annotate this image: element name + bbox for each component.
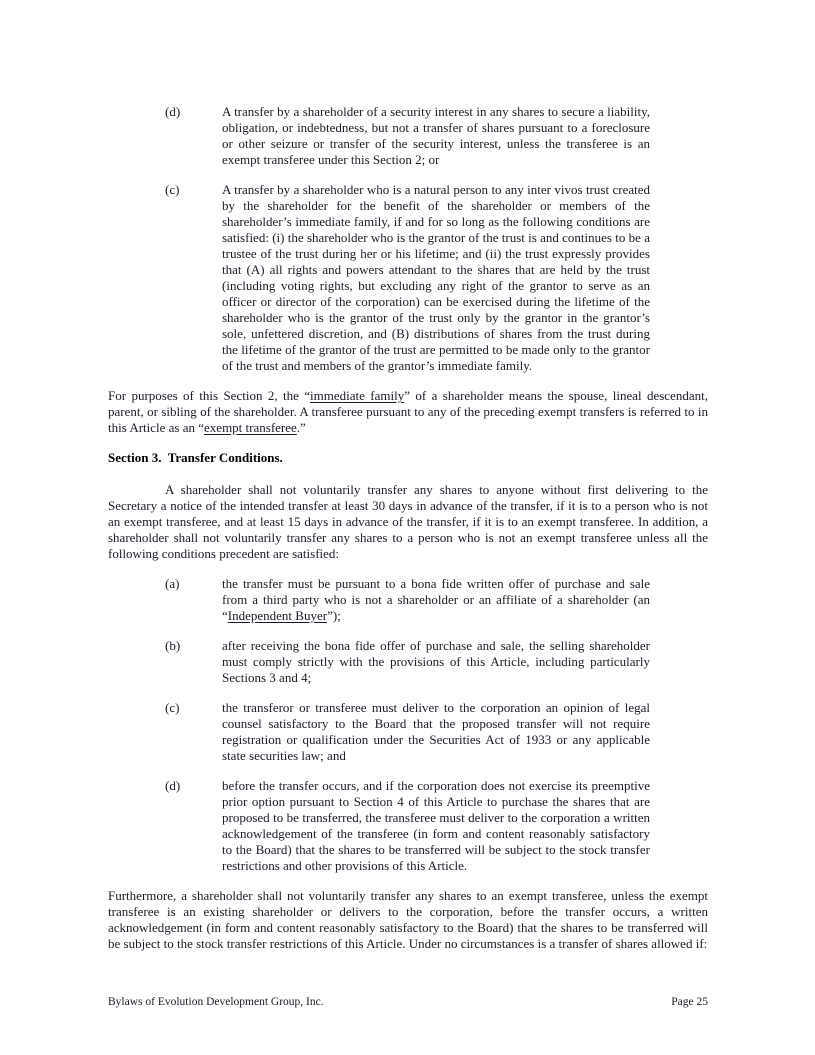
page-footer (108, 995, 708, 1009)
list-marker: (b) (165, 638, 181, 653)
condition-item-b (108, 638, 708, 686)
paragraph-text: For purposes of this Section 2, the “ (108, 388, 311, 403)
list-item-text: A transfer by a shareholder of a security interest in any shares to secure a liability, obligation, or indebtedness, but not a transfer of shares pursuant to a foreclosure or other seizure or transfer of the security interest, unless the transferee is an exempt transferee under this Section 2; or (222, 104, 650, 167)
list-marker: (c) (165, 182, 180, 197)
furthermore-paragraph: Furthermore, a shareholder shall not voluntarily transfer any shares to an exempt transferee, unless the exempt transferee is an existing shareholder or delivers to the corporation, before the transfer occurs, a written acknowledgement (in form and content reasonably satisfactory to the Board) that the shares to be transferred will be subject to the stock transfer restrictions of this Article. Under no circumstances is a transfer of shares allowed if: (108, 888, 708, 951)
list-item-text: ”); (327, 608, 341, 623)
condition-item-a (108, 576, 708, 624)
defined-term-independent-buyer: Independent Buyer (227, 608, 328, 623)
list-item-text: the transferor or transferee must deliver to the corporation an opinion of legal counsel satisfactory to the Board that the proposed transfer will not require registration or qualification under the Securities Act of 1933 or any applicable state securities law; and (222, 700, 650, 763)
footer-document-title: Bylaws of Evolution Development Group, Inc. (108, 996, 324, 1008)
list-item-text: after receiving the bona fide offer of purchase and sale, the selling shareholder must comply strictly with the provisions of this Article, including particularly Sections 3 and 4; (222, 638, 650, 685)
list-marker: (c) (165, 700, 180, 715)
condition-item-c (108, 700, 708, 764)
exempt-transfer-item-d (108, 104, 708, 168)
paragraph-text: ” of a shareholder means the spouse, lineal descendant, parent, or sibling of the shareholder. A transferee pursuant to any of the preceding exempt transfers is referred to in this Article as an “ (108, 388, 708, 435)
list-marker: (d) (165, 104, 181, 119)
list-item-text: A transfer by a shareholder who is a natural person to any inter vivos trust created by the shareholder for the benefit of the shareholder or members of the shareholder’s immediate family, if and for so long as the following conditions are satisfied: (i) the shareholder who is the grantor of the trust is and continues to be a trustee of the trust during her or his lifetime; and (ii) the trust expressly provides that (A) all rights and powers attendant to the shares that are held by the trust (including voting rights, but excluding any right of the grantor to serve as an officer or director of the corporation) can be exercised during the lifetime of the shareholder who is the grantor of the trust only by the grantor in the grantor’s sole, unfettered discretion, and (B) distributions of shares from the trust during the lifetime of the grantor of the trust are permitted to be made only to the grantor of the trust and members of the grantor’s immediate family. (222, 182, 650, 373)
defined-term-immediate-family: immediate family (310, 388, 405, 403)
list-marker: (d) (165, 778, 181, 793)
list-item-text: the transfer must be pursuant to a bona fide written offer of purchase and sale from a third party who is not a shareholder or an affiliate of a shareholder (an “ (222, 576, 650, 623)
document-body (108, 104, 708, 966)
section-3-heading: Section 3. Transfer Conditions. (108, 450, 283, 465)
purposes-paragraph (108, 388, 708, 436)
list-item-text: before the transfer occurs, and if the corporation does not exercise its preemptive prior option pursuant to Section 4 of this Article to purchase the shares that are proposed to be transferred, the transferee must deliver to the corporation a written acknowledgement of the transferee (in form and content reasonably satisfactory to the Board) that the shares to be transferred will be subject to the stock transfer restrictions and other provisions of this Article. (222, 778, 650, 873)
transfer-conditions-paragraph: A shareholder shall not voluntarily transfer any shares to anyone without first delivering to the Secretary a notice of the intended transfer at least 30 days in advance of the transfer, if it is to a person who is not an exempt transferee, and at least 15 days in advance of the transfer, if it is to an exempt transferee. In addition, a shareholder shall not voluntarily transfer any shares to a person who is not an exempt transferee unless all the following conditions precedent are satisfied: (108, 482, 708, 561)
page-number: Page 25 (671, 996, 708, 1008)
defined-term-exempt-transferee: exempt transferee (204, 420, 297, 435)
paragraph-text: .” (296, 420, 306, 435)
list-marker: (a) (165, 576, 180, 591)
exempt-transfer-item-c (108, 182, 708, 374)
condition-item-d (108, 778, 708, 874)
